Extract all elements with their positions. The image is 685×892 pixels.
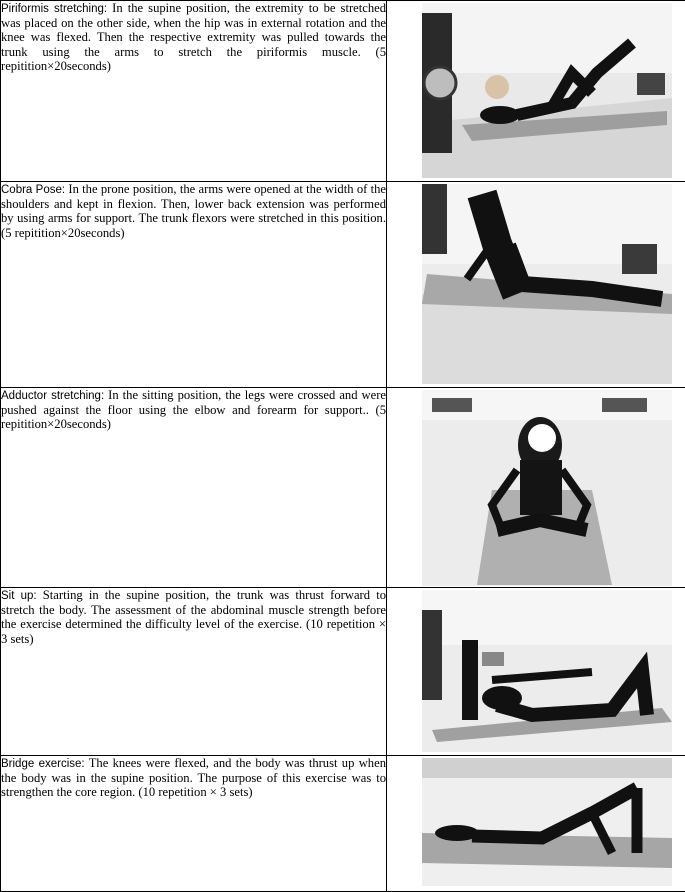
table-row bbox=[1, 1, 685, 182]
table-row bbox=[1, 388, 685, 588]
cobra-pose-photo-icon bbox=[422, 184, 672, 384]
exercise-text: In the supine position, the extremity to be stretched was placed on the other side, when the hip was in external rotation and the knee was flexed. Then the respective extremity was pulled towards the trunk using the arms to stretch the piriformis muscle. (5 repitition×20seconds) bbox=[1, 1, 386, 73]
exercise-description bbox=[1, 756, 387, 892]
exercise-title: Piriformis stretching: bbox=[1, 3, 107, 15]
exercise-text: The knees were flexed, and the body was thrust up when the body was in the supine position. The purpose of this exercise was to strengthen the core region. (10 repetition × 3 sets) bbox=[1, 756, 386, 799]
exercise-description bbox=[1, 588, 387, 756]
exercise-photo-cell bbox=[387, 588, 685, 756]
piriformis-stretch-photo-icon bbox=[422, 3, 672, 178]
exercise-text: In the prone position, the arms were opened at the width of the shoulders and kept in flexion. Then, lower back extension was performed by using arms for support. The trunk flexors were stretched in this position. (5 repitition×20seconds) bbox=[1, 182, 386, 240]
exercise-text: In the sitting position, the legs were crossed and were pushed against the floor using the elbow and forearm for support.. (5 repitition×20seconds) bbox=[1, 388, 386, 431]
exercise-text: Starting in the supine position, the trunk was thrust forward to stretch the body. The assessment of the abdominal muscle strength before the exercise determined the difficulty level of the exercise. (10 repetition × 3 sets) bbox=[1, 588, 386, 646]
exercise-description bbox=[1, 388, 387, 588]
exercise-photo-cell bbox=[387, 182, 685, 388]
bridge-exercise-photo-icon bbox=[422, 758, 672, 886]
exercise-title: Bridge exercise: bbox=[1, 758, 85, 770]
sit-up-photo-icon bbox=[422, 590, 672, 752]
table-row bbox=[1, 588, 685, 756]
exercise-title: Adductor stretching: bbox=[1, 390, 104, 402]
adductor-stretch-photo-icon bbox=[422, 390, 672, 586]
exercise-photo-cell bbox=[387, 1, 685, 182]
exercise-description bbox=[1, 1, 387, 182]
table-row bbox=[1, 756, 685, 892]
exercise-photo-cell bbox=[387, 388, 685, 588]
table-row bbox=[1, 182, 685, 388]
exercise-title: Cobra Pose: bbox=[1, 184, 65, 196]
exercise-description bbox=[1, 182, 387, 388]
exercise-title: Sit up: bbox=[1, 590, 37, 602]
exercise-photo-cell bbox=[387, 756, 685, 892]
